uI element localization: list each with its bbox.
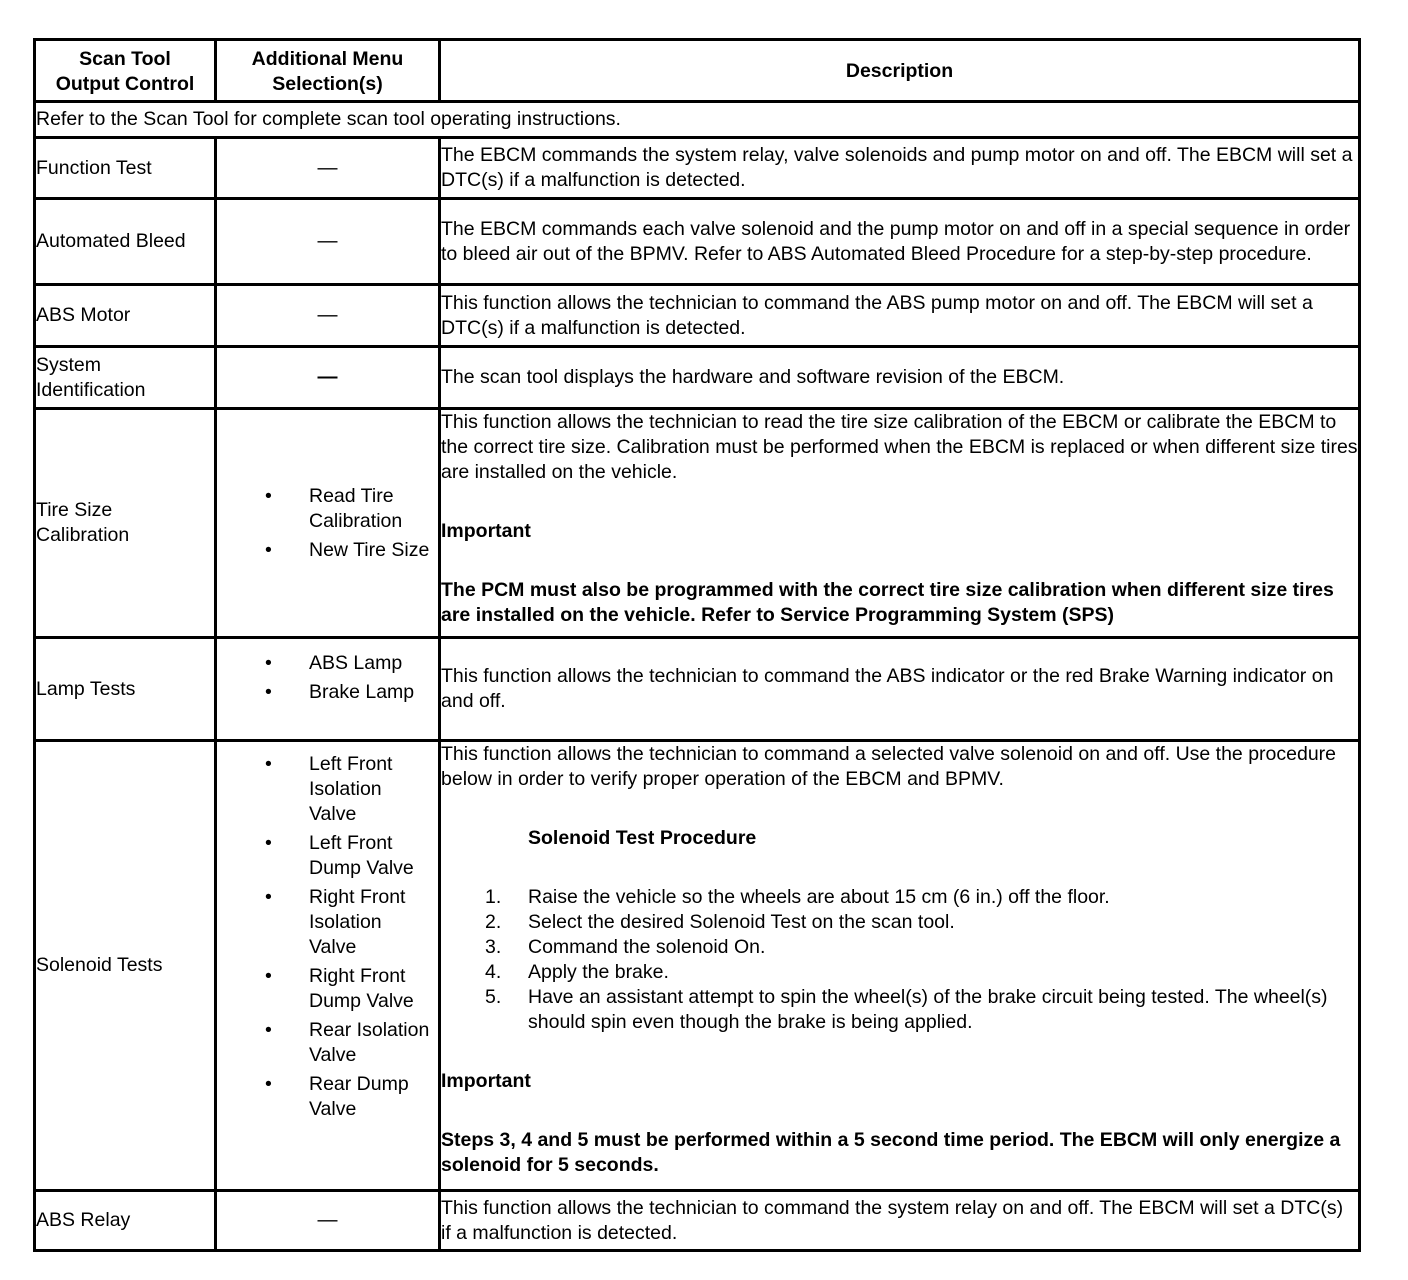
description-function-test: The EBCM commands the system relay, valve solenoids and pump motor on and off. The EBCM will set a DTC(s) if a malfunction is detected. bbox=[440, 138, 1360, 199]
header-output-control-line1: Scan Tool bbox=[79, 47, 171, 70]
bullet-icon: • bbox=[265, 886, 272, 908]
control-abs-motor: ABS Motor bbox=[35, 285, 216, 347]
control-automated-bleed: Automated Bleed bbox=[35, 199, 216, 285]
selections-lamp-tests bbox=[216, 638, 440, 741]
procedure-steps bbox=[441, 885, 1358, 1035]
selection-new-tire-size: New Tire Size bbox=[309, 538, 430, 561]
step-text: Select the desired Solenoid Test on the scan tool. bbox=[528, 911, 955, 933]
selection-right-front-isolation-valve: Right Front Isolation Valve bbox=[309, 886, 406, 958]
description-abs-motor: This function allows the technician to command the ABS pump motor on and off. The EBCM will set a DTC(s) if a malfunction is detected. bbox=[440, 285, 1360, 347]
table-row-automated-bleed bbox=[35, 199, 1360, 285]
table-row-solenoid-tests bbox=[35, 741, 1360, 1191]
important-label: Important bbox=[441, 520, 531, 542]
list-item bbox=[217, 964, 434, 1014]
list-item bbox=[217, 484, 432, 534]
solenoid-description-text: This function allows the technician to command a selected valve solenoid on and off. Use the procedure below in order to verify proper operation of the EBCM and BPMV. bbox=[441, 743, 1337, 790]
solenoid-important-text: Steps 3, 4 and 5 must be performed within a 5 second time period. The EBCM will only energize a solenoid for 5 seconds. bbox=[441, 1129, 1341, 1176]
list-item bbox=[441, 910, 1358, 935]
step-number: 2. bbox=[485, 911, 502, 933]
step-text: Command the solenoid On. bbox=[528, 936, 766, 958]
table-row-function-test bbox=[35, 138, 1360, 199]
header-output-control-line2: Output Control bbox=[55, 72, 195, 95]
list-item bbox=[217, 649, 438, 678]
list-item bbox=[441, 885, 1358, 910]
header-menu-selections bbox=[216, 40, 440, 102]
description-tire-size-calibration bbox=[440, 409, 1360, 638]
table-row-abs-relay bbox=[35, 1191, 1360, 1251]
control-system-identification: System Identification bbox=[35, 347, 216, 409]
selection-brake-lamp: Brake Lamp bbox=[309, 681, 415, 703]
selection-rear-isolation-valve: Rear Isolation Valve bbox=[309, 1019, 430, 1066]
list-item bbox=[217, 752, 434, 827]
list-item bbox=[217, 885, 434, 960]
header-row bbox=[35, 40, 1360, 102]
list-item bbox=[217, 1072, 434, 1122]
bullet-icon: • bbox=[265, 753, 272, 775]
header-output-control bbox=[35, 40, 216, 102]
selection-system-identification: — bbox=[216, 347, 440, 409]
list-item bbox=[441, 960, 1358, 985]
list-item bbox=[441, 935, 1358, 960]
step-number: 1. bbox=[485, 886, 502, 908]
bullet-icon: • bbox=[265, 1073, 272, 1095]
important-label: Important bbox=[441, 1070, 531, 1092]
step-text: Have an assistant attempt to spin the wheel(s) of the brake circuit being tested. The wheel(s) should spin even though the brake is being applied. bbox=[528, 986, 1328, 1033]
step-text: Raise the vehicle so the wheels are about 15 cm (6 in.) off the floor. bbox=[528, 886, 1110, 908]
step-number: 4. bbox=[485, 961, 502, 983]
bullet-icon: • bbox=[265, 681, 272, 703]
bullet-icon: • bbox=[265, 538, 272, 561]
description-solenoid-tests bbox=[440, 741, 1360, 1191]
step-text: Apply the brake. bbox=[528, 961, 669, 983]
intro-text: Refer to the Scan Tool for complete scan tool operating instructions. bbox=[35, 102, 1360, 138]
table-row-lamp-tests bbox=[35, 638, 1360, 741]
list-item bbox=[217, 1018, 434, 1068]
table-row-tire-size-calibration bbox=[35, 409, 1360, 638]
step-number: 3. bbox=[485, 936, 502, 958]
step-number: 5. bbox=[485, 986, 502, 1008]
table-row-abs-motor bbox=[35, 285, 1360, 347]
header-description: Description bbox=[440, 40, 1360, 102]
scan-tool-output-control-table bbox=[33, 38, 1361, 1252]
selection-read-tire-calibration: Read Tire Calibration bbox=[309, 484, 403, 532]
list-item bbox=[217, 538, 432, 563]
procedure-title: Solenoid Test Procedure bbox=[528, 827, 757, 849]
description-automated-bleed: The EBCM commands each valve solenoid and the pump motor on and off in a special sequence in order to bleed air out of the BPMV. Refer to ABS Automated Bleed Procedure for a step-by-step procedure. bbox=[440, 199, 1360, 285]
selections-tire-size-calibration bbox=[216, 409, 440, 638]
list-item bbox=[217, 831, 434, 881]
bullet-icon: • bbox=[265, 1019, 272, 1041]
table-row-system-identification bbox=[35, 347, 1360, 409]
selection-abs-relay: — bbox=[216, 1191, 440, 1251]
list-item bbox=[441, 985, 1358, 1035]
list-item bbox=[217, 678, 438, 707]
bullet-icon: • bbox=[265, 832, 272, 854]
selection-function-test: — bbox=[216, 138, 440, 199]
tire-size-important-text: The PCM must also be programmed with the correct tire size calibration when different size tires are installed on the vehicle. Refer to Service Programming System (SPS) bbox=[441, 579, 1334, 626]
control-solenoid-tests: Solenoid Tests bbox=[35, 741, 216, 1191]
selection-abs-motor: — bbox=[216, 285, 440, 347]
control-function-test: Function Test bbox=[35, 138, 216, 199]
intro-row bbox=[35, 102, 1360, 138]
control-lamp-tests: Lamp Tests bbox=[35, 638, 216, 741]
bullet-icon: • bbox=[265, 652, 272, 674]
selection-left-front-dump-valve: Left Front Dump Valve bbox=[309, 832, 414, 879]
description-system-identification: The scan tool displays the hardware and software revision of the EBCM. bbox=[440, 347, 1360, 409]
selection-automated-bleed: — bbox=[216, 199, 440, 285]
control-abs-relay: ABS Relay bbox=[35, 1191, 216, 1251]
bullet-icon: • bbox=[265, 484, 272, 507]
control-tire-size-calibration: Tire Size Calibration bbox=[35, 409, 216, 638]
selection-left-front-isolation-valve: Left Front Isolation Valve bbox=[309, 753, 393, 825]
selection-right-front-dump-valve: Right Front Dump Valve bbox=[309, 965, 414, 1012]
selection-rear-dump-valve: Rear Dump Valve bbox=[309, 1073, 409, 1120]
header-menu-selections-line2: Selection(s) bbox=[272, 72, 383, 95]
description-abs-relay: This function allows the technician to command the system relay on and off. The EBCM will set a DTC(s) if a malfunction is detected. bbox=[440, 1191, 1360, 1251]
description-lamp-tests: This function allows the technician to command the ABS indicator or the red Brake Warning indicator on and off. bbox=[440, 638, 1360, 741]
header-menu-selections-line1: Additional Menu bbox=[251, 47, 404, 70]
tire-size-description-text: This function allows the technician to read the tire size calibration of the EBCM or calibrate the EBCM to the correct tire size. Calibration must be performed when the EBCM is replaced or when different size tires are installed on the vehicle. bbox=[441, 411, 1358, 483]
selections-solenoid-tests bbox=[216, 741, 440, 1191]
selection-abs-lamp: ABS Lamp bbox=[309, 652, 403, 674]
bullet-icon: • bbox=[265, 965, 272, 987]
